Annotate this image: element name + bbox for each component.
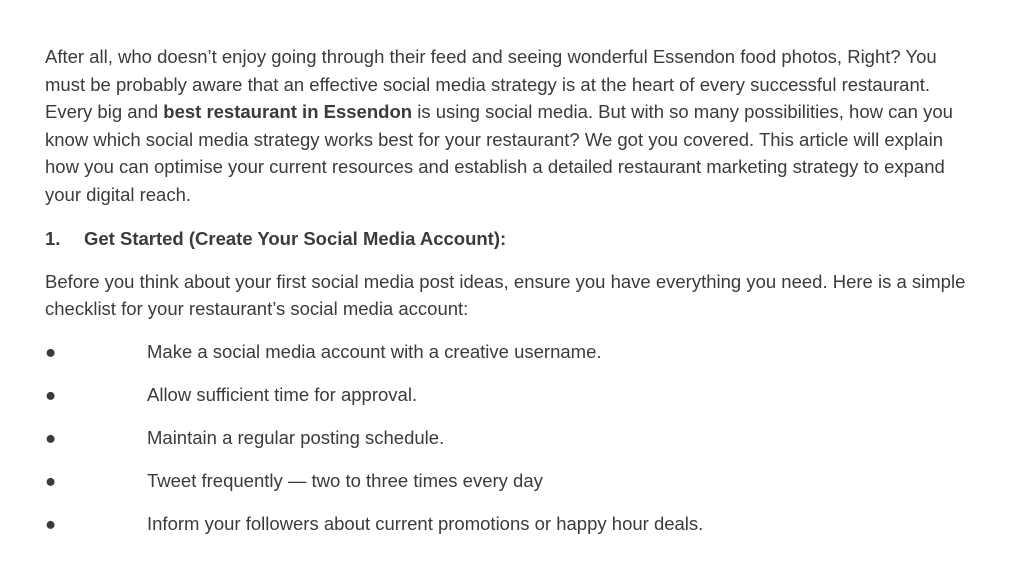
section-number: 1.	[45, 228, 61, 249]
intro-text-end: is using social media. But with so many possibilities, how can you know which social media strategy works best for your restaurant? We got you covered. This article will explain how you can optimise your current resources and establish a detailed restaurant marketing strategy to expand your digital reach.	[45, 101, 953, 205]
intro-text-start: After all, who doesn’t enjoy going through their feed and seeing wonderful Essendon food photos, Right? You must be probably aware that an effective social media strategy is at the heart of every successful restaurant. Every big and	[45, 46, 937, 122]
keyword-link-text: best restaurant in Essendon	[163, 101, 413, 122]
list-item-text: Maintain a regular posting schedule.	[147, 426, 445, 448]
list-item	[45, 338, 984, 366]
section-title: Get Started (Create Your Social Media Account):	[84, 228, 507, 249]
intro-paragraph	[45, 43, 980, 208]
list-item-text: Inform your followers about current promotions or happy hour deals.	[147, 512, 704, 534]
list-item-text: Allow sufficient time for approval.	[147, 383, 418, 405]
bullet-icon: ●	[45, 340, 57, 362]
list-item	[45, 381, 984, 409]
bullet-icon: ●	[45, 426, 57, 448]
list-item-text: Tweet frequently — two to three times every day	[147, 469, 543, 491]
list-item	[45, 424, 984, 452]
section-heading	[45, 225, 984, 253]
bullet-icon: ●	[45, 512, 57, 534]
bullet-icon: ●	[45, 469, 57, 491]
list-item-text: Make a social media account with a creative username.	[147, 340, 602, 362]
section-body-paragraph: Before you think about your first social media post ideas, ensure you have everything you need. Here is a simple checklist for your restaurant’s social media account:	[45, 270, 966, 319]
checklist	[45, 338, 984, 538]
list-item	[45, 510, 984, 538]
bullet-icon: ●	[45, 383, 57, 405]
list-item	[45, 467, 984, 495]
